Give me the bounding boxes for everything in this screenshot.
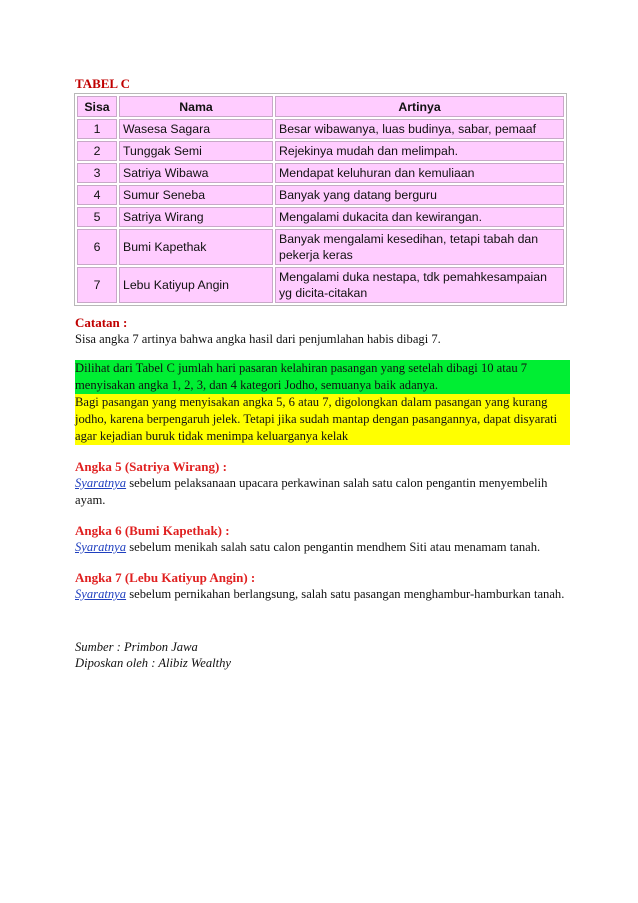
highlight-yellow-paragraph: Bagi pasangan yang menyisakan angka 5, 6 atau 7, digolongkan dalam pasangan yang kurang jodho, karena berpengaruh jelek. Tetapi jika sudah mantap dengan pasangannya, dapat disyarati agar kejadian buruk tidak menimpa keluarganya kelak bbox=[75, 394, 570, 445]
table-row bbox=[77, 267, 564, 303]
angka-7-heading: Angka 7 (Lebu Katiyup Angin) : bbox=[75, 570, 256, 585]
cell-artinya: Rejekinya mudah dan melimpah. bbox=[275, 141, 564, 161]
cell-artinya: Banyak mengalami kesedihan, tetapi tabah dan pekerja keras bbox=[275, 229, 564, 265]
syaratnya-link[interactable]: Syaratnya bbox=[75, 540, 127, 554]
cell-artinya: Mengalami duka nestapa, tdk pemahkesampaian yg dicita-citakan bbox=[275, 267, 564, 303]
cell-sisa: 6 bbox=[77, 229, 117, 265]
cell-nama: Wasesa Sagara bbox=[119, 119, 273, 139]
cell-artinya: Besar wibawanya, luas budinya, sabar, pemaaf bbox=[275, 119, 564, 139]
cell-nama: Bumi Kapethak bbox=[119, 229, 273, 265]
angka-7-body: sebelum pernikahan berlangsung, salah satu pasangan menghambur-hamburkan tanah. bbox=[126, 587, 565, 601]
sumber-text: Sumber : Primbon Jawa bbox=[75, 640, 198, 654]
cell-artinya: Banyak yang datang berguru bbox=[275, 185, 564, 205]
cell-nama: Satriya Wibawa bbox=[119, 163, 273, 183]
cell-nama: Tunggak Semi bbox=[119, 141, 273, 161]
angka-5-section bbox=[75, 458, 570, 509]
angka-5-heading: Angka 5 (Satriya Wirang) : bbox=[75, 459, 227, 474]
document-page bbox=[75, 76, 570, 671]
table-title: TABEL C bbox=[75, 76, 131, 91]
header-artinya: Artinya bbox=[275, 96, 564, 117]
table-row bbox=[77, 207, 564, 227]
angka-7-text bbox=[75, 586, 570, 603]
cell-sisa: 4 bbox=[77, 185, 117, 205]
cell-nama: Sumur Seneba bbox=[119, 185, 273, 205]
angka-5-body: sebelum pelaksanaan upacara perkawinan salah satu calon pengantin menyembelih ayam. bbox=[75, 476, 548, 507]
table-row bbox=[77, 185, 564, 205]
angka-5-text bbox=[75, 475, 570, 509]
diposkan-text: Diposkan oleh : Alibiz Wealthy bbox=[75, 656, 232, 670]
cell-sisa: 3 bbox=[77, 163, 117, 183]
cell-sisa: 7 bbox=[77, 267, 117, 303]
cell-sisa: 1 bbox=[77, 119, 117, 139]
table-row bbox=[77, 229, 564, 265]
syaratnya-link[interactable]: Syaratnya bbox=[75, 587, 127, 601]
angka-6-heading: Angka 6 (Bumi Kapethak) : bbox=[75, 523, 230, 538]
table-header-row bbox=[77, 96, 564, 117]
highlight-green-paragraph: Dilihat dari Tabel C jumlah hari pasaran kelahiran pasangan yang setelah dibagi 10 atau 7 menyisakan angka 1, 2, 3, dan 4 kategori Jodho, semuanya baik adanya. bbox=[75, 360, 570, 394]
angka-6-body: sebelum menikah salah satu calon pengantin mendhem Siti atau menamam tanah. bbox=[126, 540, 541, 554]
header-nama: Nama bbox=[119, 96, 273, 117]
table-row bbox=[77, 163, 564, 183]
cell-sisa: 5 bbox=[77, 207, 117, 227]
catatan-heading: Catatan : bbox=[75, 315, 128, 330]
cell-nama: Satriya Wirang bbox=[119, 207, 273, 227]
cell-artinya: Mendapat keluhuran dan kemuliaan bbox=[275, 163, 564, 183]
cell-sisa: 2 bbox=[77, 141, 117, 161]
catatan-text: Sisa angka 7 artinya bahwa angka hasil dari penjumlahan habis dibagi 7. bbox=[75, 332, 441, 346]
cell-artinya: Mengalami dukacita dan kewirangan. bbox=[275, 207, 564, 227]
sumber-block bbox=[75, 639, 570, 671]
tabel-c bbox=[74, 93, 567, 306]
cell-nama: Lebu Katiyup Angin bbox=[119, 267, 273, 303]
syaratnya-link[interactable]: Syaratnya bbox=[75, 476, 127, 490]
angka-6-text bbox=[75, 539, 570, 556]
table-row bbox=[77, 141, 564, 161]
angka-7-section bbox=[75, 569, 570, 603]
angka-6-section bbox=[75, 522, 570, 556]
table-row bbox=[77, 119, 564, 139]
header-sisa: Sisa bbox=[77, 96, 117, 117]
